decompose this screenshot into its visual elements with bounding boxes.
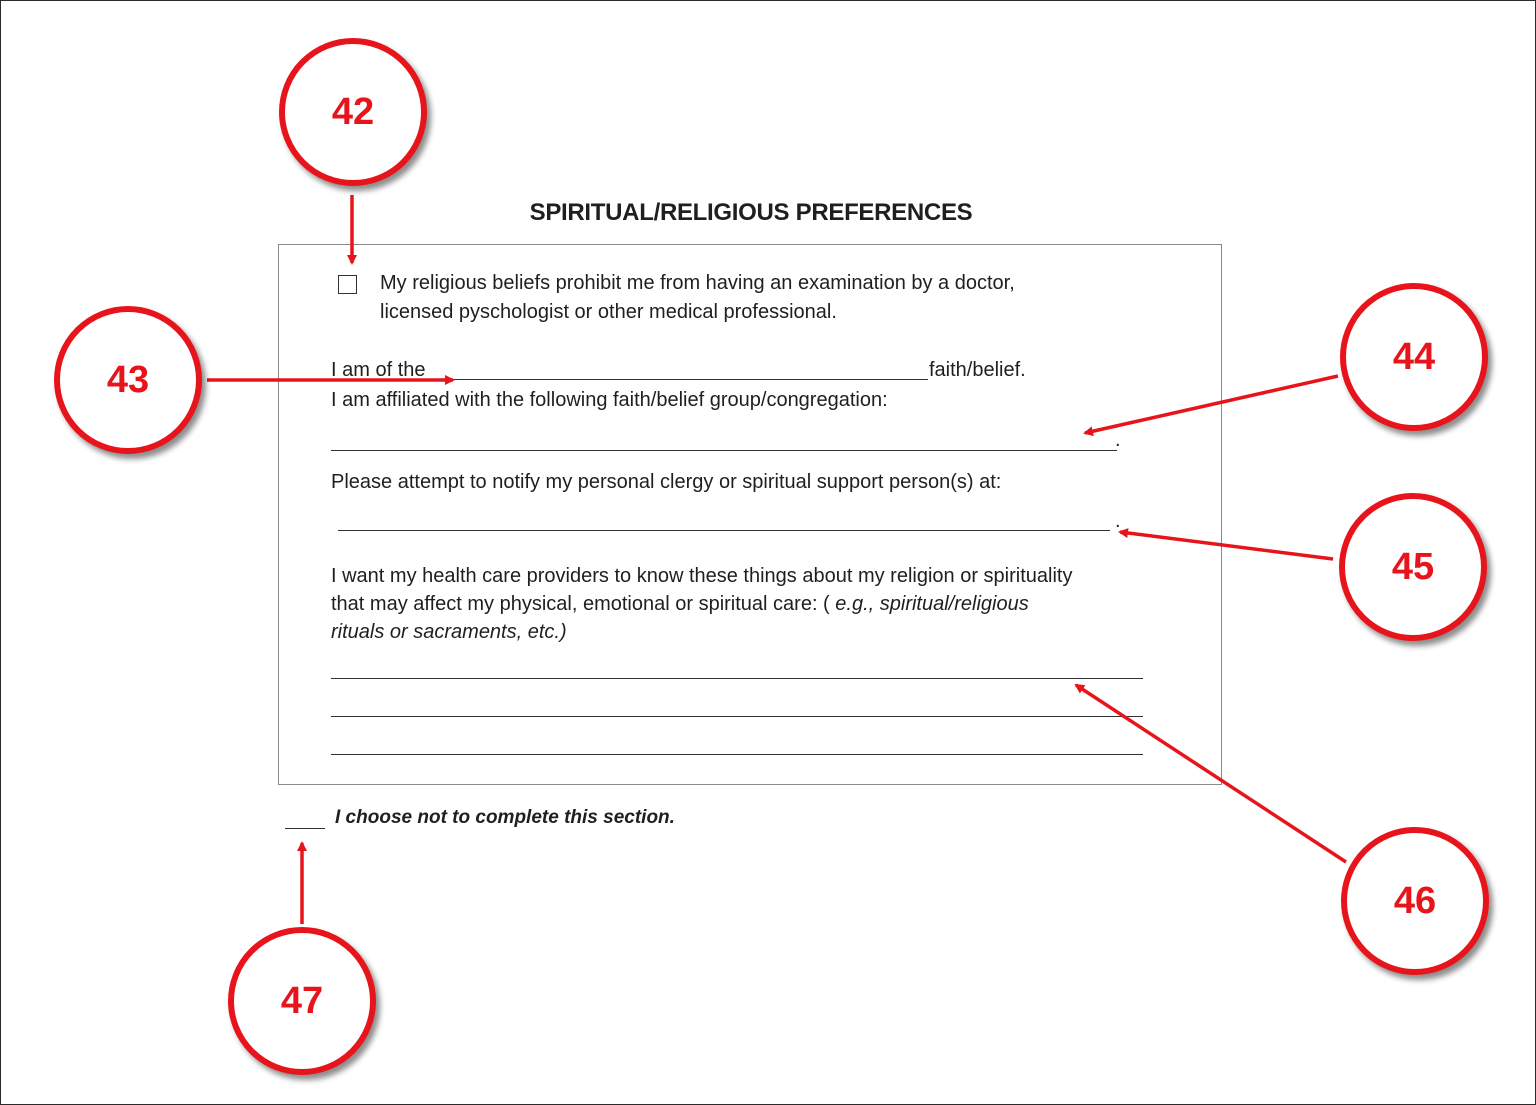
callout-42: 42 [279, 38, 427, 186]
clergy-period: . [1115, 510, 1121, 532]
care-text-line-1: I want my health care providers to know these things about my religion or spirituality [331, 565, 1073, 587]
checkbox-text-line-1: My religious beliefs prohibit me from having an examination by a doctor, [380, 272, 1015, 294]
callout-47: 47 [228, 927, 376, 1075]
faith-suffix-label: faith/belief. [929, 359, 1026, 381]
opt-out-text: I choose not to complete this section. [335, 807, 675, 828]
affiliation-label: I am affiliated with the following faith/belief group/congregation: [331, 389, 888, 411]
callout-46: 46 [1341, 827, 1489, 975]
care-text-line-2-example: e.g., spiritual/religious [835, 593, 1029, 615]
care-text-line-2-regular: that may affect my physical, emotional or spiritual care: ( [331, 593, 836, 615]
section-title: SPIRITUAL/RELIGIOUS PREFERENCES [529, 199, 973, 226]
clergy-label: Please attempt to notify my personal clergy or spiritual support person(s) at: [331, 471, 1002, 493]
faith-prefix-label: I am of the [331, 359, 426, 381]
callout-arrows [1, 1, 1535, 1104]
callout-44: 44 [1340, 283, 1488, 431]
affiliation-period: . [1115, 429, 1121, 451]
arrow-46 [1076, 685, 1346, 862]
callout-45: 45 [1339, 493, 1487, 641]
callout-43: 43 [54, 306, 202, 454]
arrow-45 [1120, 532, 1333, 559]
care-text-line-3: rituals or sacraments, etc.) [331, 621, 567, 643]
arrow-44 [1085, 376, 1338, 433]
checkbox-text-line-2: licensed pyschologist or other medical professional. [380, 301, 837, 323]
